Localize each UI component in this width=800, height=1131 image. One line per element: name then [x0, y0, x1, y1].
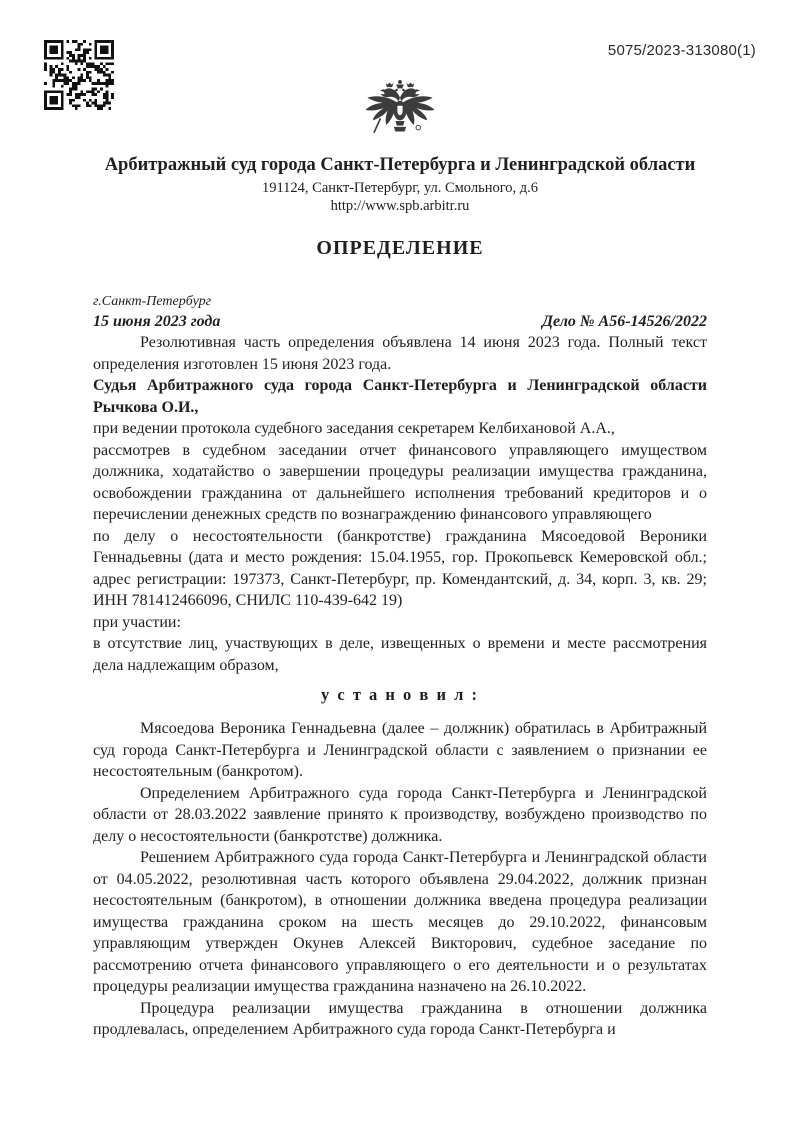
participants-label: при участии: [93, 613, 181, 631]
body-paragraph: Решением Арбитражного суда города Санкт-Петербурга и Ленинградской области от 04.05.2022, резолютивная часть которого объявлена 29.04.2022, должник признан несостоятельным (банкротом), в отношении должника введена процедура реализации имущества гражданина сроком на шесть месяцев до 29.10.2022, финансовым управляющим утвержден Окунев Алексей Викторович, судебное заседание по рассмотрению отчета финансового управляющего о его деятельности и о результатах процедуры реализации имущества гражданина назначено на 26.10.2022. [93, 849, 707, 995]
paragraph-case-subject: по делу о несостоятельности (банкротстве) гражданина Мясоедовой Вероники Геннадьевны (дата и место рождения: 15.04.1955, гор. Прокопьевск Кемеровской обл.; адрес регистрации: 197373, Санкт-Петербург, пр. Комендантский, д. 34, корп. 3, кв. 29; ИНН 781412466096, СНИЛС 110-439-642 19) [93, 527, 707, 609]
paragraph-secretary: при ведении протокола судебного заседания секретарем Келбихановой А.А., [93, 420, 615, 437]
court-address: 191124, Санкт-Петербург, ул. Смольного, д.6 [261, 180, 539, 196]
court-name: Арбитражный суд города Санкт-Петербурга и Ленинградской области [104, 155, 696, 175]
document-stamp-number: 5075/2023-313080(1) [607, 42, 756, 59]
case-number: Дело № А56-14526/2022 [542, 313, 707, 330]
document-title: ОПРЕДЕЛЕНИЕ [316, 237, 484, 259]
court-website: http://www.spb.arbitr.ru [330, 198, 470, 214]
resolution-word: у с т а н о в и л : [321, 685, 479, 704]
paragraph-judge: Судья Арбитражного суда города Санкт-Петербурга и Ленинградской области Рычкова О.И., [93, 377, 707, 416]
body-paragraph: Мясоедова Вероника Геннадьевна (далее – должник) обратилась в Арбитражный суд города Санкт-Петербурга и Ленинградской области с заявлением о признании ее несостоятельным (банкротом). [93, 720, 707, 780]
case-city: г.Санкт-Петербург [93, 294, 212, 309]
coat-of-arms-icon [0, 0, 800, 138]
document-body [0, 293, 800, 1041]
paragraph-resolutive-part: Резолютивная часть определения объявлена 14 июня 2023 года. Полный текст определения изготовлен 15 июня 2023 года. [93, 334, 707, 373]
qr-code-icon [44, 40, 114, 110]
body-paragraph: Процедура реализации имущества гражданина в отношении должника продлевалась, определением Арбитражного суда города Санкт-Петербурга и [93, 999, 707, 1038]
participants-text: в отсутствие лиц, участвующих в деле, извещенных о времени и месте рассмотрения дела надлежащим образом, [93, 635, 707, 674]
body-paragraph: Определением Арбитражного суда города Санкт-Петербурга и Ленинградской области от 28.03.2022 заявление принято к производству, возбуждено производство по делу о несостоятельности (банкротстве) должника. [93, 784, 707, 845]
case-info-block [93, 293, 707, 332]
paragraph-considered: рассмотрев в судебном заседании отчет финансового управляющего имуществом должника, ходатайство о завершении процедуры реализации имущества гражданина, освобождении гражданина от дальнейшего исполнения требований кредиторов и о перечислении денежных средств по вознаграждению финансового управляющего [93, 441, 707, 523]
case-date: 15 июня 2023 года [93, 313, 221, 330]
